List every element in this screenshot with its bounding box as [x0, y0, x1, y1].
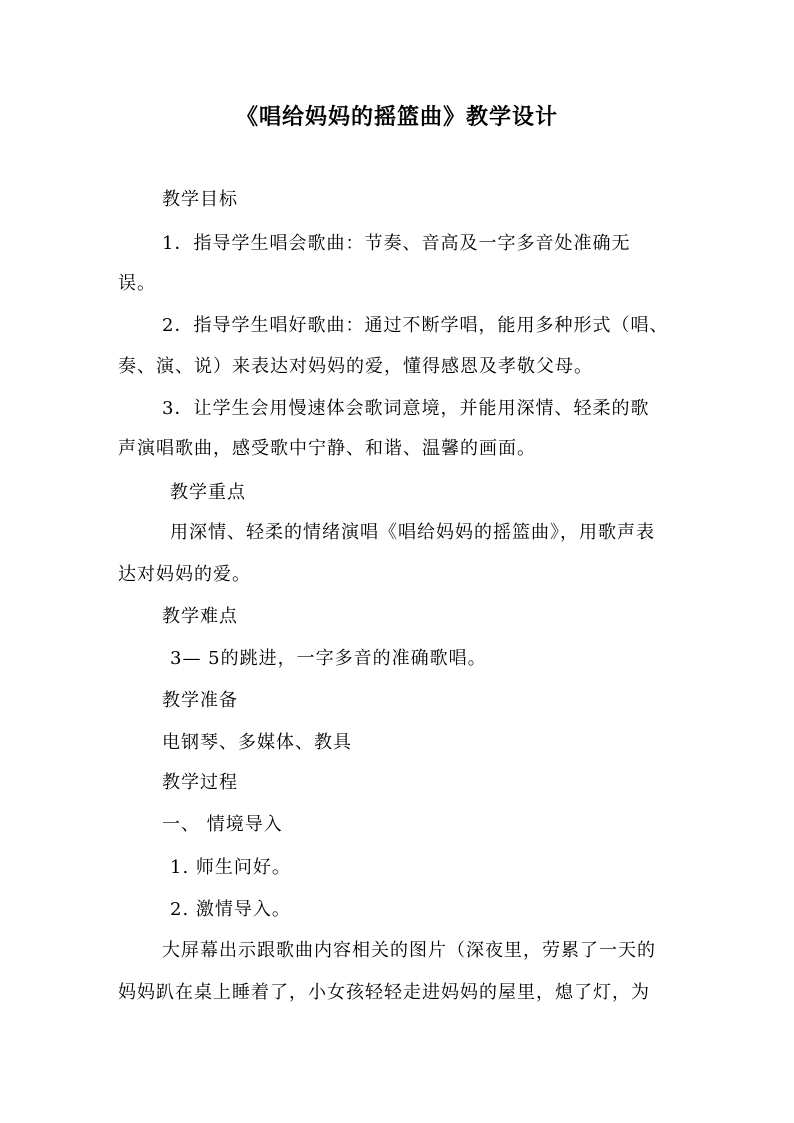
paragraph-line: 声演唱歌曲，感受歌中宁静、和谐、温馨的画面。 [118, 438, 536, 459]
paragraph-line: 电钢琴、多媒体、教具 [162, 732, 352, 753]
paragraph-line: 误。 [118, 273, 156, 294]
paragraph-line: 3— 5的跳进，一字多音的准确歌唱。 [170, 648, 487, 669]
paragraph-line: 用深情、轻柔的情绪演唱《唱给妈妈的摇篮曲》，用歌声表 [170, 522, 655, 543]
paragraph-line: 达对妈妈的爱。 [118, 564, 251, 585]
paragraph-line: 妈妈趴在桌上睡着了，小女孩轻轻走进妈妈的屋里，熄了灯，为 [118, 982, 650, 1003]
list-item: 2. 激情导入。 [170, 899, 291, 920]
list-item: 1. 师生问好。 [170, 857, 291, 878]
paragraph-line: 奏、演、说）来表达对妈妈的爱，懂得感恩及孝敬父母。 [118, 356, 593, 377]
heading-difficulties: 教学难点 [162, 606, 238, 627]
document-title: 《唱给妈妈的摇篮曲》教学设计 [235, 104, 558, 130]
section-heading: 一、 情境导入 [162, 814, 283, 835]
heading-key-points: 教学重点 [170, 482, 246, 503]
heading-objectives: 教学目标 [162, 189, 238, 210]
paragraph-line: 3．让学生会用慢速体会歌词意境，并能用深情、轻柔的歌 [162, 398, 650, 419]
paragraph-line: 2．指导学生唱好歌曲：通过不断学唱，能用多种形式（唱、 [162, 315, 669, 336]
paragraph-line: 1．指导学生唱会歌曲：节奏、音高及一字多音处准确无 [162, 233, 631, 254]
heading-preparation: 教学准备 [162, 690, 238, 711]
heading-process: 教学过程 [162, 772, 238, 793]
paragraph-line: 大屏幕出示跟歌曲内容相关的图片（深夜里，劳累了一天的 [162, 940, 656, 961]
